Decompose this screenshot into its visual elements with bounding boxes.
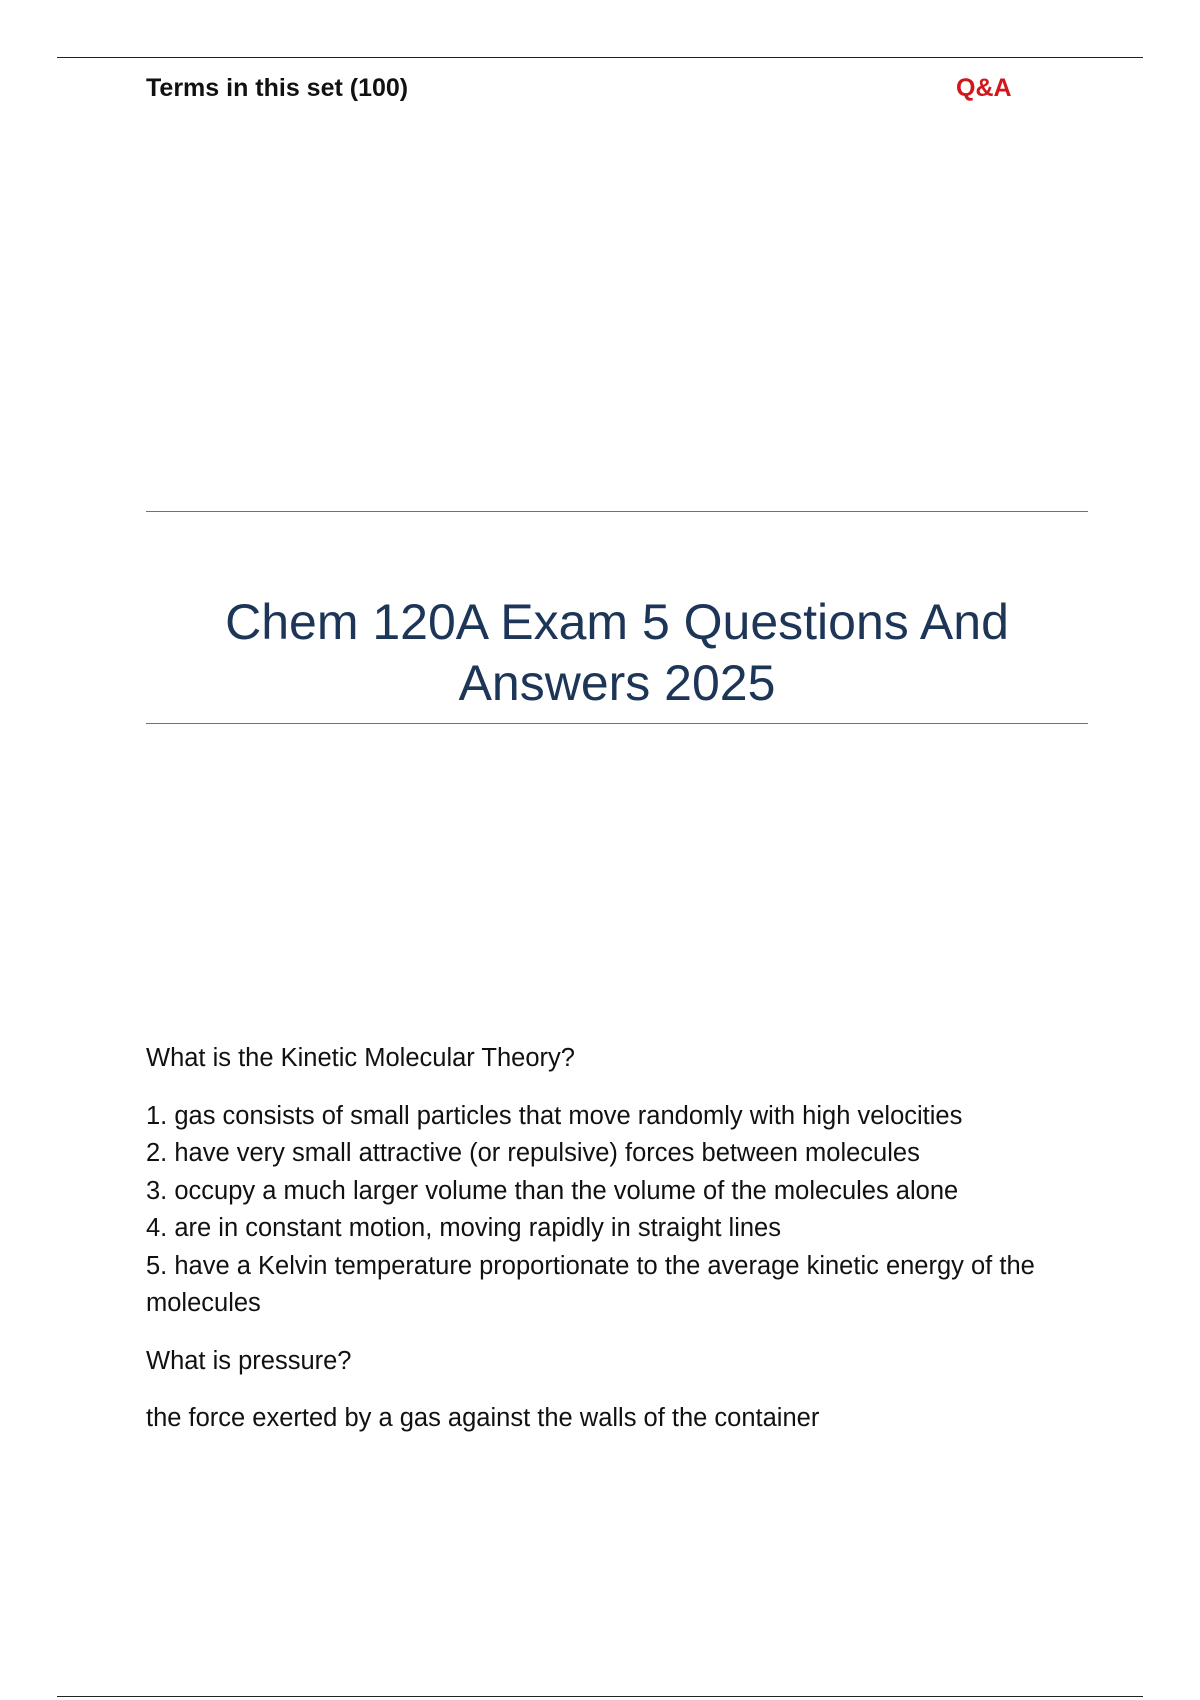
answer-line: 5. have a Kelvin temperature proportionate to the average kinetic energy of the molecules [146,1251,1035,1317]
answer-text [146,1400,1096,1438]
answer-line: 2. have very small attractive (or repulsive) forces between molecules [146,1139,920,1167]
answer-line: the force exerted by a gas against the walls of the container [146,1404,820,1432]
answer-line: 3. occupy a much larger volume than the volume of the molecules alone [146,1176,959,1205]
qa-list [146,1040,1096,1458]
title-bottom-rule [146,723,1088,724]
question-text: What is pressure? [146,1346,352,1375]
document-title [146,592,1088,714]
question-text: What is the Kinetic Molecular Theory? [146,1044,575,1072]
qa-item-kinetic-theory [146,1040,1096,1323]
qa-label: Q&A [956,74,1012,102]
document-title-line-1: Chem 120A Exam 5 Questions And [225,594,1009,650]
answer-line: 4. are in constant motion, moving rapidly in straight lines [146,1214,781,1242]
page-top-rule [57,57,1143,58]
qa-item-pressure [146,1343,1096,1438]
document-title-line-2: Answers 2025 [458,655,776,711]
title-top-rule [146,511,1088,512]
set-header [146,74,1018,108]
page-bottom-rule [57,1696,1143,1697]
answer-text [146,1098,1096,1323]
answer-line: 1. gas consists of small particles that move randomly with high velocities [146,1101,963,1130]
terms-count-label: Terms in this set (100) [146,74,409,102]
